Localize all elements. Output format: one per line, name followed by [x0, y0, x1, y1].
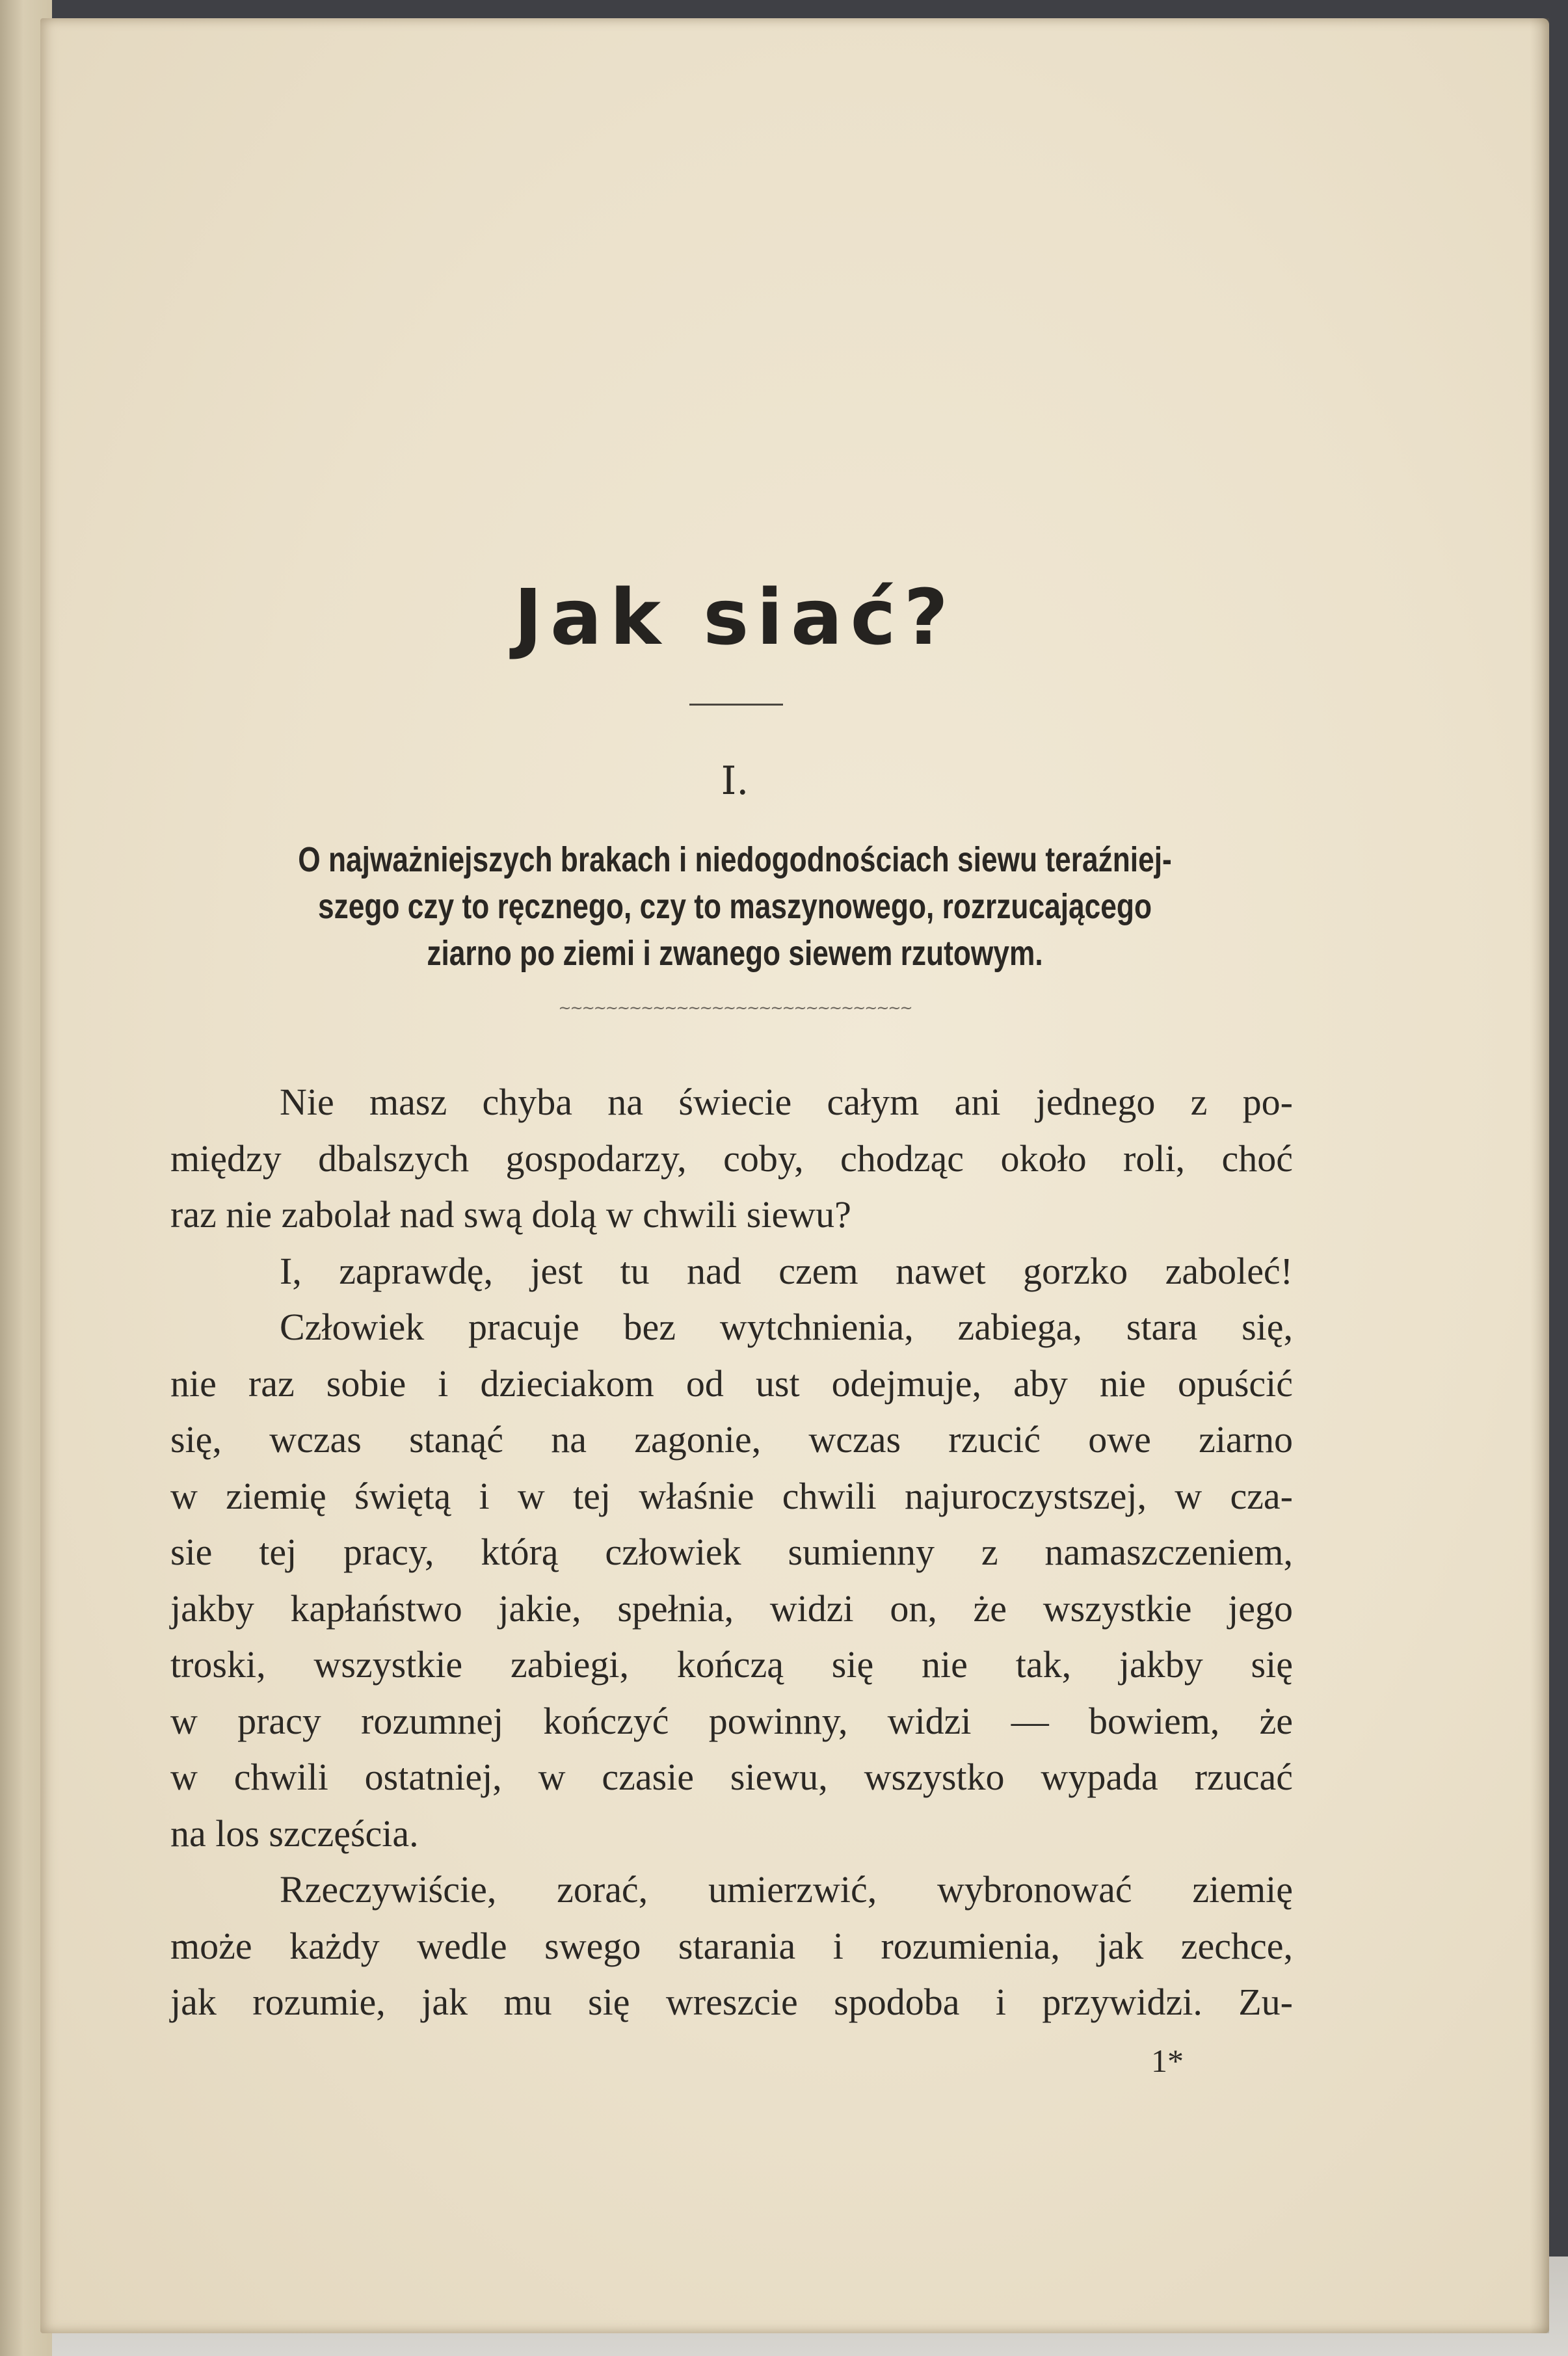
page-title: Jak siać? — [514, 572, 956, 662]
text-line: raz nie zabolał nad swą dolą w chwili siewu? — [170, 1193, 851, 1236]
text-line: Człowiek pracuje bez wytchnienia, zabiega, stara się, — [280, 1306, 1293, 1348]
text-line: na los szczęścia. — [170, 1812, 419, 1855]
chapter-subtitle — [271, 836, 1199, 977]
text-line: sie tej pracy, którą człowiek sumienny z namaszczeniem, — [170, 1531, 1293, 1573]
text-line: Rzeczywiście, zorać, umierzwić, wybronować ziemię — [280, 1868, 1293, 1911]
text-line: w ziemię świętą i w tej właśnie chwili najuroczystszej, w cza- — [170, 1474, 1293, 1517]
subtitle-line: O najważniejszych brakach i niedogodnościach siewu teraźniej- — [298, 840, 1172, 879]
text-line: w chwili ostatniej, w czasie siewu, wszystko wypada rzucać — [170, 1756, 1293, 1798]
chapter-number: I. — [721, 758, 749, 804]
subtitle-line: szego czy to ręcznego, czy to maszynowego, rozrzucającego — [317, 887, 1152, 926]
text-line: się, wczas stanąć na zagonie, wczas rzucić owe ziarno — [170, 1418, 1293, 1461]
title-divider — [689, 704, 783, 706]
text-line: troski, wszystkie zabiegi, kończą się nie tak, jakby się — [170, 1643, 1293, 1686]
text-line: Nie masz chyba na świecie całym ani jednego z po- — [280, 1081, 1293, 1123]
text-line: między dbalszych gospodarzy, coby, chodząc około roli, choć — [170, 1137, 1293, 1180]
text-line: jakby kapłaństwo jakie, spełnia, widzi on, że wszystkie jego — [170, 1587, 1293, 1630]
page-edge-shadow — [1530, 18, 1549, 2333]
subtitle-line: ziarno po ziemi i zwanego siewem rzutowym. — [427, 934, 1043, 973]
text-line: jak rozumie, jak mu się wreszcie spodoba i przywidzi. Zu- — [170, 1981, 1293, 2023]
text-line: I, zaprawdę, jest tu nad czem nawet gorzko zaboleć! — [280, 1249, 1293, 1292]
signature-mark: 1* — [1151, 2043, 1184, 2079]
text-line: w pracy rozumnej kończyć powinny, widzi — bowiem, że — [170, 1699, 1293, 1742]
text-line: nie raz sobie i dzieciakom od ust odejmuje, aby nie opuścić — [170, 1362, 1293, 1405]
ornament-divider: ~~~~~~~~~~~~~~~~~~~~~~~~~~~~~~ — [558, 999, 912, 1017]
text-line: może każdy wedle swego starania i rozumienia, jak zechce, — [170, 1924, 1293, 1967]
body-text — [170, 1074, 1293, 2031]
